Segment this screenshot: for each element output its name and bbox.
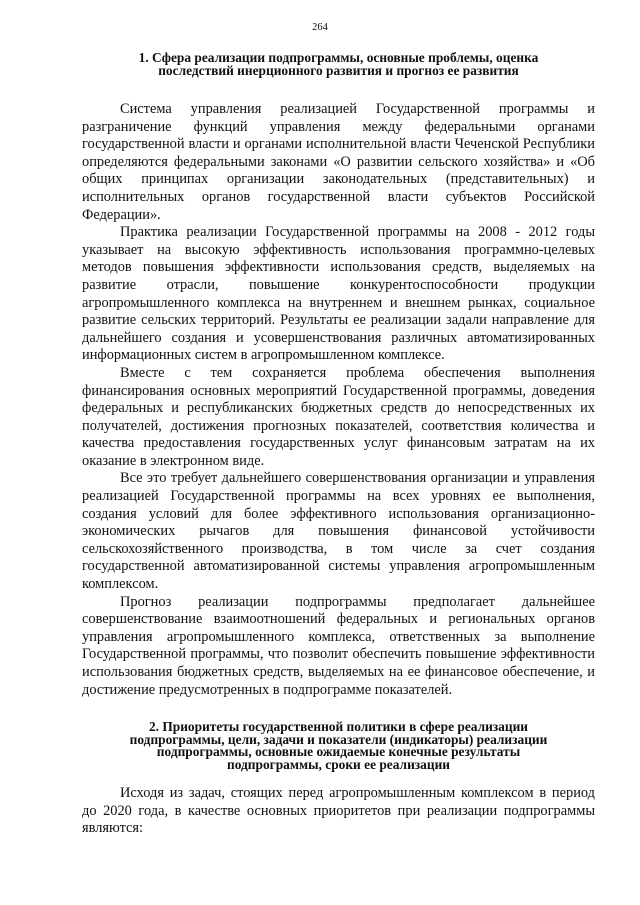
section-1-paragraph: Практика реализации Государственной программы на 2008 - 2012 годы указывает на высокую эффективность использования программно-целевых методов повышения эффективности использования средств, выделяемых на развитие отрасли, повышение конкурентоспособности продукции агропромышленного комплекса на внутреннем и внешнем рынках, социальное развитие сельских территорий. Результаты ее реализации задали направление для дальнейшего создания и усовершенствования различных автоматизированных информационных систем в агропромышленном комплексе. [82,224,595,364]
section-1-paragraph: Все это требует дальнейшего совершенствования организации и управления реализацией Государственной программы на всех уровнях ее выполнения, создания условий для более эффективного использования организационно-экономических рычагов для повышения финансовой устойчивости сельскохозяйственного производства, в том числе за счет создания государственной автоматизированной системы управления агропромышленным комплексом. [82,470,595,593]
section-1-paragraph: Система управления реализацией Государственной программы и разграничение функций управления между федеральными органами государственной власти и органами исполнительной власти Чеченской Республики определяются федеральными законами «О развитии сельского хозяйства» и «Об общих принципах организации законодательных (представительных) и исполнительных органов государственной власти субъектов Российской Федерации». [82,101,595,223]
page-content [82,52,595,838]
section-2-heading-line: подпрограммы, цели, задачи и показатели (индикаторы) реализации [129,731,548,747]
section-2-heading [82,721,595,771]
section-1-paragraph: Вместе с тем сохраняется проблема обеспечения выполнения финансирования основных мероприятий Государственной программы, доведения федеральных и республиканских бюджетных средств до непосредственных их получателей, достижения прогнозных показателей, соответствия количества и качества предоставления государственных услуг финансовым затратам на их оказание в электронном виде. [82,364,595,469]
section-1-heading-line: последствий инерционного развития и прогноз ее развития [158,62,519,78]
section-1-paragraph: Прогноз реализации подпрограммы предполагает дальнейшее совершенствование взаимоотношений федеральных и региональных органов управления агропромышленного комплекса, ответственных за выполнение Государственной программы, что позволит обеспечить повышение эффективности использования бюджетных средств, выделяемых на ее финансовое обеспечение, и достижение предусмотренных в подпрограмме показателей. [82,593,595,698]
section-2-heading-line: подпрограммы, основные ожидаемые конечные результаты [156,744,521,760]
section-2-heading-line: подпрограммы, сроки ее реализации [226,756,451,772]
page-number: 264 [312,22,328,33]
section-1-heading [82,52,595,77]
section-2-paragraph: Исходя из задач, стоящих перед агропромышленным комплексом в период до 2020 года, в качестве основных приоритетов при реализации подпрограммы являются: [82,785,595,837]
section-2-heading-line: 2. Приоритеты государственной политики в сфере реализации [148,719,529,735]
section-1-heading-line: 1. Сфера реализации подпрограммы, основные проблемы, оценка [138,50,539,65]
